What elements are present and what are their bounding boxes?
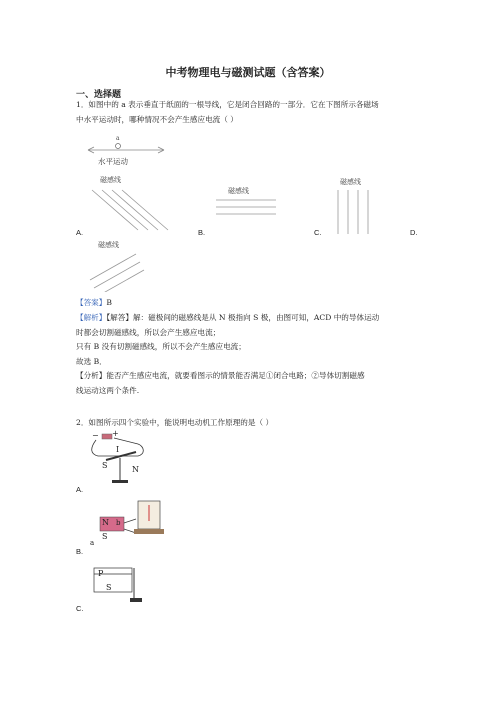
q2-figure-c	[90, 560, 150, 608]
fenxi-line-2: 线运动这两个条件.	[76, 385, 140, 395]
field-label-a: 磁感线	[100, 176, 121, 184]
q1-stem	[76, 98, 426, 127]
option-a-label: A.	[76, 228, 84, 237]
fenxi-text-1: 能否产生感应电流，就要看图示的情景能否满足①闭合电路；②导体切割磁感	[106, 371, 365, 381]
option-b-label: B.	[198, 228, 206, 237]
answer-tag: 【答案】	[76, 298, 107, 307]
fenxi-tag: 【分析】	[76, 371, 107, 381]
wire-label: a	[116, 135, 120, 142]
analysis-text-1: 解：磁极间的磁感线是从 N 极指向 S 极，由图可知，ACD 中的导体运动	[132, 313, 380, 322]
option-c-label: C.	[314, 228, 322, 237]
b-s-label: S	[102, 532, 108, 541]
b-b-label: b	[116, 519, 121, 527]
analysis-line-1	[76, 311, 426, 326]
q1-answer	[76, 296, 426, 311]
s-pole-label: S	[102, 461, 108, 470]
analysis-head: 【解答】	[106, 313, 133, 322]
minus-label: −	[92, 431, 99, 440]
analysis-tag: 【解析】	[76, 313, 107, 322]
q1-stem-line1: 1．如图中的 a 表示垂直于纸面的一根导线，它是闭合回路的一部分．它在下图所示各磁场	[76, 100, 379, 109]
horizontal-motion-diagram	[88, 135, 164, 166]
analysis-line-3: 只有 B 没有切割磁感线，所以不会产生感应电流；	[76, 342, 246, 352]
n-pole-label: N	[132, 465, 139, 474]
section-heading: 一、选择题	[76, 90, 122, 100]
motion-label: 水平运动	[98, 157, 128, 166]
q2-option-a-label: A.	[76, 485, 84, 494]
q2-stem: 2．如图所示四个实验中，能说明电动机工作原理的是（ ）	[76, 418, 274, 427]
field-label-d: 磁感线	[98, 241, 119, 249]
c-p-label: P	[98, 569, 104, 578]
fenxi-line-1	[76, 369, 426, 384]
option-c-diagram	[338, 177, 368, 234]
answer-value: B	[106, 298, 112, 307]
q1-stem-line2: 中水平运动时，哪种情况不会产生感应电流（ ）	[76, 114, 238, 124]
current-label: I	[116, 445, 120, 454]
option-a-diagram	[92, 175, 168, 230]
plus-label: +	[112, 430, 119, 438]
analysis-line-4: 故选 B．	[76, 356, 107, 366]
field-label-b: 磁感线	[228, 187, 249, 195]
option-b-diagram	[216, 186, 276, 214]
q1-figure	[76, 132, 426, 292]
b-n-label: N	[102, 518, 109, 527]
option-d-label: D.	[410, 228, 418, 237]
wire-dot-icon	[116, 144, 121, 149]
q2-figure-b	[86, 495, 176, 551]
page-title: 中考物理电与磁测试题（含答案）	[165, 66, 331, 79]
q1-analysis	[76, 311, 426, 399]
c-s-label: S	[106, 583, 112, 592]
q2-option-b-label: B.	[76, 547, 84, 556]
option-d-diagram	[90, 240, 144, 292]
battery-icon	[102, 434, 112, 439]
stand-icon	[130, 598, 142, 602]
field-label-c: 磁感线	[340, 178, 361, 186]
q2-figure-a	[88, 430, 158, 490]
b-a-label: a	[90, 539, 95, 547]
q2-option-c-label: C.	[76, 604, 84, 613]
analysis-line-2: 时都会切割磁感线，所以会产生感应电流；	[76, 327, 221, 337]
